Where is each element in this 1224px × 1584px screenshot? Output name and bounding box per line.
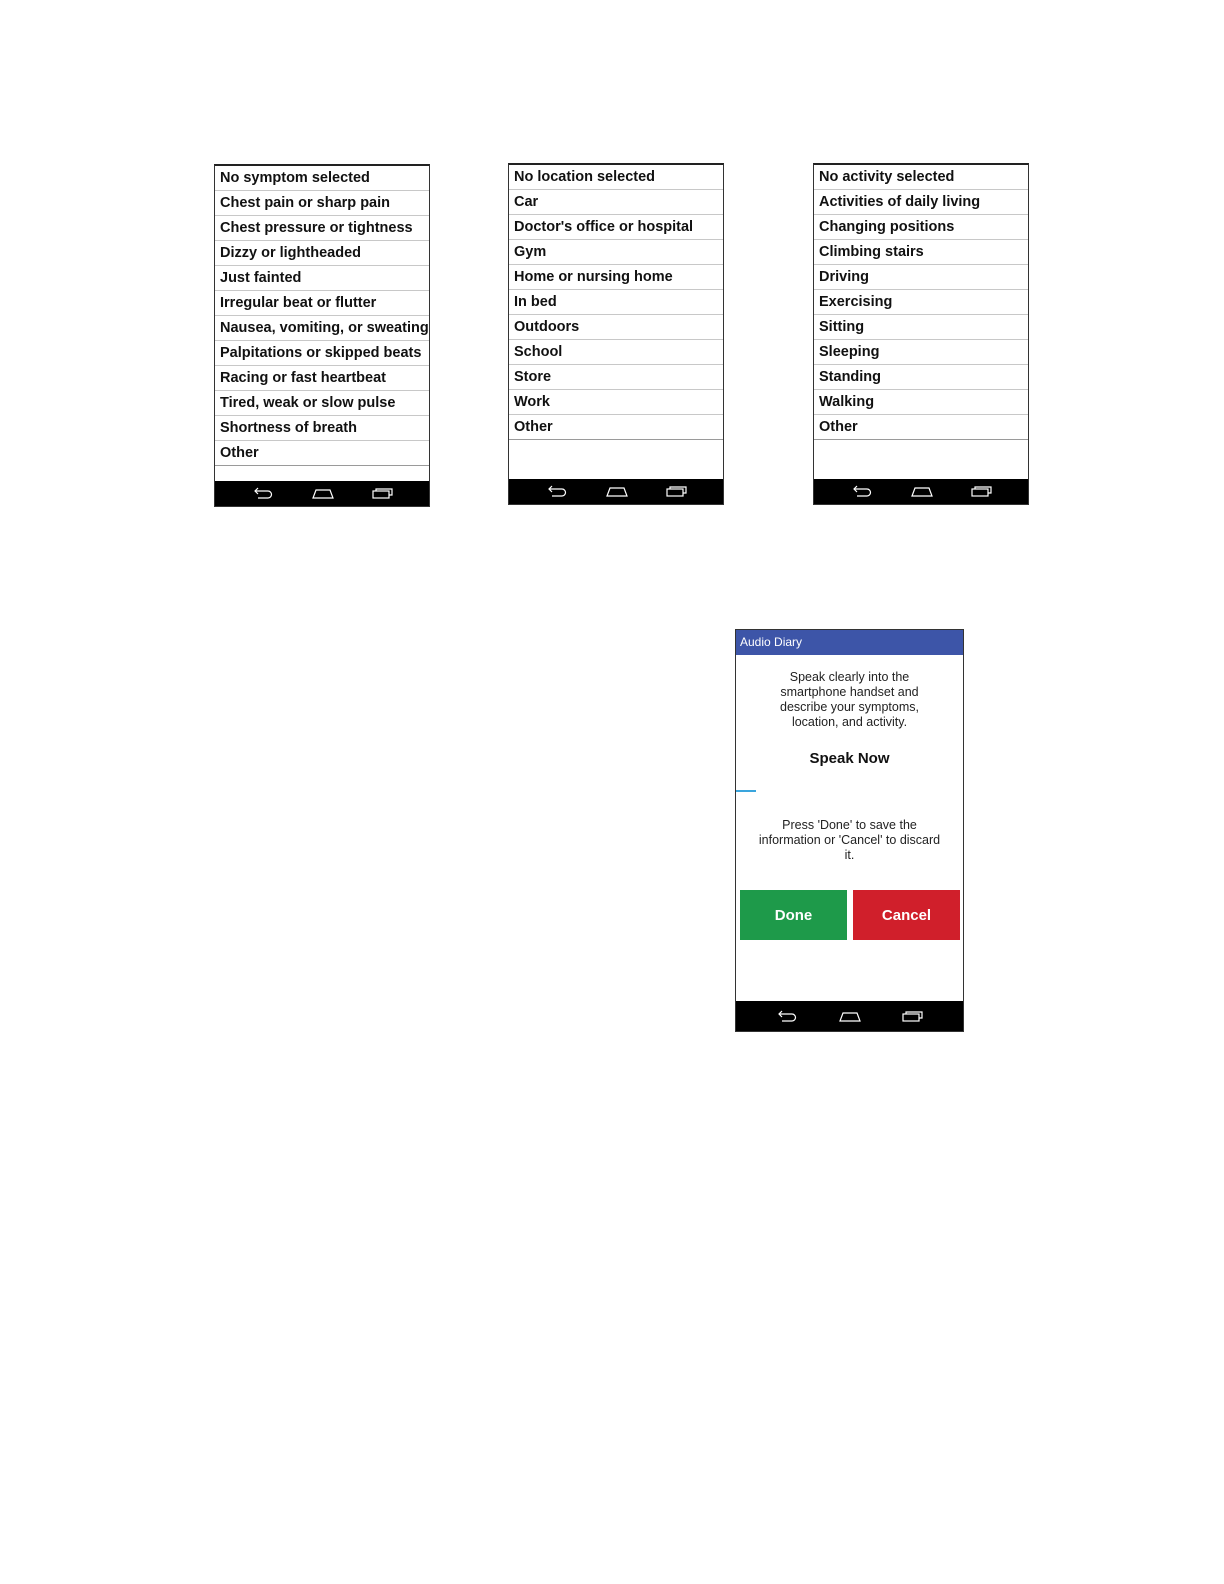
activity-list (814, 165, 1028, 440)
symptom-option[interactable]: Chest pain or sharp pain (215, 191, 429, 216)
activity-screen (813, 163, 1029, 505)
home-icon[interactable] (911, 485, 933, 497)
symptom-option[interactable]: Just fainted (215, 266, 429, 291)
activity-option[interactable]: Other (814, 415, 1028, 440)
location-option[interactable]: Work (509, 390, 723, 415)
symptom-option[interactable]: Racing or fast heartbeat (215, 366, 429, 391)
location-option[interactable]: Home or nursing home (509, 265, 723, 290)
recording-progress-fill (736, 790, 756, 792)
recent-apps-icon[interactable] (902, 1010, 924, 1022)
activity-option[interactable]: Sleeping (814, 340, 1028, 365)
activity-option[interactable]: Walking (814, 390, 1028, 415)
nav-bar (509, 479, 723, 504)
location-option[interactable]: Doctor's office or hospital (509, 215, 723, 240)
location-option[interactable]: School (509, 340, 723, 365)
location-list (509, 165, 723, 440)
symptom-option[interactable]: Dizzy or lightheaded (215, 241, 429, 266)
back-icon[interactable] (546, 485, 568, 497)
cancel-button[interactable]: Cancel (853, 890, 960, 940)
activity-option[interactable]: Driving (814, 265, 1028, 290)
activity-option[interactable]: Climbing stairs (814, 240, 1028, 265)
activity-option[interactable]: Exercising (814, 290, 1028, 315)
recording-instructions: Speak clearly into the smartphone handset and describe your symptoms, location, and activity. (780, 670, 919, 729)
symptom-option[interactable]: No symptom selected (215, 166, 429, 191)
location-option[interactable]: In bed (509, 290, 723, 315)
symptom-option[interactable]: Chest pressure or tightness (215, 216, 429, 241)
location-screen (508, 163, 724, 505)
back-icon[interactable] (252, 487, 274, 499)
symptom-option[interactable]: Other (215, 441, 429, 466)
save-instructions: Press 'Done' to save the information or 'Cancel' to discard it. (758, 818, 941, 862)
activity-option[interactable]: Activities of daily living (814, 190, 1028, 215)
nav-bar (215, 481, 429, 506)
location-option[interactable]: Gym (509, 240, 723, 265)
dialog-title: Audio Diary (740, 635, 803, 649)
home-icon[interactable] (312, 487, 334, 499)
home-icon[interactable] (606, 485, 628, 497)
location-option[interactable]: Store (509, 365, 723, 390)
recent-apps-icon[interactable] (666, 485, 688, 497)
activity-option[interactable]: No activity selected (814, 165, 1028, 190)
audio-diary-screen (735, 629, 964, 1032)
symptom-option[interactable]: Tired, weak or slow pulse (215, 391, 429, 416)
location-option[interactable]: Car (509, 190, 723, 215)
symptom-option[interactable]: Irregular beat or flutter (215, 291, 429, 316)
location-option[interactable]: Other (509, 415, 723, 440)
done-button[interactable]: Done (740, 890, 847, 940)
recent-apps-icon[interactable] (372, 487, 394, 499)
back-icon[interactable] (851, 485, 873, 497)
symptom-option[interactable]: Palpitations or skipped beats (215, 341, 429, 366)
recent-apps-icon[interactable] (971, 485, 993, 497)
nav-bar (814, 479, 1028, 504)
location-option[interactable]: Outdoors (509, 315, 723, 340)
symptom-option[interactable]: Shortness of breath (215, 416, 429, 441)
symptom-list (215, 166, 429, 466)
recording-progress-bar (736, 790, 963, 792)
dialog-title-bar (736, 630, 963, 655)
activity-option[interactable]: Sitting (814, 315, 1028, 340)
activity-option[interactable]: Standing (814, 365, 1028, 390)
speak-now-label: Speak Now (809, 750, 890, 767)
nav-bar (736, 1001, 963, 1031)
location-option[interactable]: No location selected (509, 165, 723, 190)
back-icon[interactable] (776, 1010, 798, 1022)
home-icon[interactable] (839, 1010, 861, 1022)
symptom-screen (214, 164, 430, 507)
activity-option[interactable]: Changing positions (814, 215, 1028, 240)
symptom-option[interactable]: Nausea, vomiting, or sweating (215, 316, 429, 341)
